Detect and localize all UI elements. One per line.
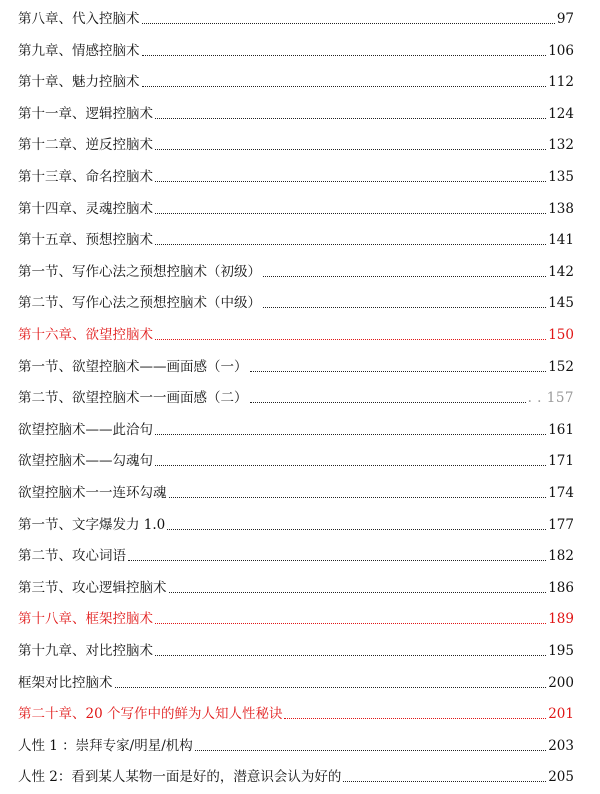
toc-entry[interactable]: [18, 450, 574, 470]
dot-leader: [155, 623, 546, 624]
toc-entry-title: 第十二章、逆反控脑术: [18, 137, 153, 154]
dot-leader: [169, 592, 547, 593]
toc-entry-title: 第二节、欲望控脑术一一画面感（二）: [18, 390, 248, 407]
toc-entry-page-number: 145: [548, 295, 574, 312]
toc-entry-title: 欲望控脑术——此洽句: [18, 421, 153, 438]
dot-leader: [155, 149, 546, 150]
toc-entry[interactable]: [18, 735, 574, 755]
toc-entry-title: 第九章、情感控脑术: [18, 42, 140, 59]
dot-leader: [155, 434, 546, 435]
toc-entry[interactable]: [18, 640, 574, 660]
toc-entry[interactable]: [18, 608, 574, 628]
dot-leader: [155, 244, 546, 245]
toc-entry-title: 第十八章、框架控脑术: [18, 611, 153, 628]
toc-entry-page-number: 189: [548, 611, 574, 628]
toc-entry-title: 第一节、写作心法之预想控脑术（初级）: [18, 263, 261, 280]
toc-entry-page-number: 97: [556, 11, 574, 27]
toc-entry-page-number: 177: [548, 516, 574, 533]
toc-entry-title: 人性 1 ：崇拜专家/明星/机构: [18, 737, 193, 754]
toc-entry-page-number: 124: [548, 105, 574, 122]
toc-entry-page-number: 182: [548, 548, 574, 565]
toc-entry[interactable]: [18, 545, 574, 565]
toc-entry-title: 第一节、欲望控脑术——画面感（一）: [18, 358, 248, 375]
toc-entry-page-number: 174: [548, 485, 574, 501]
toc-entry-title: 第十四章、灵魂控脑术: [18, 200, 153, 217]
toc-entry-title: 第八章、代入控脑术: [18, 11, 140, 27]
toc-entry-page-number: . . 157: [527, 390, 574, 407]
dot-leader: [155, 213, 546, 214]
toc-entry-page-number: 132: [548, 137, 574, 154]
dot-leader: [250, 371, 547, 372]
toc-entry-page-number: 142: [548, 263, 574, 280]
toc-entry-title: 人性 2：看到某人某物一面是好的，潜意识会认为好的: [18, 769, 342, 786]
toc-entry-page-number: 152: [548, 358, 574, 375]
toc-entry-title: 第十九章、对比控脑术: [18, 643, 153, 659]
toc-entry-page-number: 135: [548, 169, 574, 185]
toc-entry-page-number: 138: [548, 200, 574, 217]
toc-entry-title: 第十章、魅力控脑术: [18, 74, 140, 91]
toc-entry[interactable]: [18, 166, 574, 186]
toc-entry-title: 第一节、文字爆发力 1.0: [18, 516, 166, 533]
toc-entry-page-number: 171: [548, 453, 574, 470]
toc-entry-title: 第二节、写作心法之预想控脑术（中级）: [18, 295, 261, 312]
toc-entry[interactable]: [18, 229, 574, 249]
toc-entry-title: 第十一章、逻辑控脑术: [18, 105, 153, 122]
dot-leader: [155, 339, 546, 340]
dot-leader: [142, 55, 547, 56]
dot-leader: [155, 181, 546, 182]
toc-entry[interactable]: [18, 71, 574, 91]
toc-entry-title: 第十五章、预想控脑术: [18, 232, 153, 249]
toc-entry[interactable]: [18, 514, 574, 534]
toc-entry[interactable]: [18, 577, 574, 597]
toc-entry[interactable]: [18, 134, 574, 154]
toc-entry-title: 第十六章、欲望控脑术: [18, 327, 153, 343]
dot-leader: [142, 23, 555, 24]
toc-entry-page-number: 200: [548, 674, 574, 691]
dot-leader: [155, 465, 546, 466]
dot-leader: [142, 86, 547, 87]
dot-leader: [250, 402, 526, 403]
toc-entry-page-number: 205: [548, 769, 574, 786]
toc-entry[interactable]: [18, 103, 574, 123]
toc-entry-title: 第二节、攻心词语: [18, 548, 126, 565]
toc-entry[interactable]: [18, 324, 574, 344]
toc-entry-page-number: 195: [548, 643, 574, 659]
toc-entry[interactable]: [18, 198, 574, 218]
toc-entry[interactable]: [18, 387, 574, 407]
toc-entry-title: 第十三章、命名控脑术: [18, 169, 153, 185]
toc-entry[interactable]: [18, 766, 574, 786]
toc-entry[interactable]: [18, 419, 574, 439]
toc-entry[interactable]: [18, 261, 574, 281]
dot-leader: [284, 718, 546, 719]
dot-leader: [115, 687, 547, 688]
dot-leader: [155, 655, 546, 656]
dot-leader: [263, 276, 546, 277]
dot-leader: [343, 781, 546, 782]
dot-leader: [155, 118, 546, 119]
toc-entry[interactable]: [18, 482, 574, 502]
toc-entry-page-number: 112: [548, 74, 574, 91]
dot-leader: [195, 750, 546, 751]
toc-entry-title: 第三节、攻心逻辑控脑术: [18, 579, 167, 596]
toc-entry-title: 欲望控脑术一一连环勾魂: [18, 485, 167, 501]
dot-leader: [128, 560, 546, 561]
toc-entry-page-number: 186: [548, 579, 574, 596]
toc-entry[interactable]: [18, 8, 574, 28]
toc-entry-page-number: 141: [548, 232, 574, 249]
toc-entry[interactable]: [18, 356, 574, 376]
toc-entry[interactable]: [18, 703, 574, 723]
toc-entry-page-number: 201: [548, 706, 574, 723]
dot-leader: [167, 529, 546, 530]
toc-entry-title: 欲望控脑术——勾魂句: [18, 453, 153, 470]
toc-entry[interactable]: [18, 672, 574, 692]
toc-entry-title: 框架对比控脑术: [18, 674, 113, 691]
toc-entry[interactable]: [18, 292, 574, 312]
toc-entry-page-number: 161: [548, 421, 574, 438]
dot-leader: [263, 307, 546, 308]
toc-entry-title: 第二十章、20 个写作中的鲜为人知人性秘诀: [18, 706, 283, 723]
toc-entry-page-number: 106: [548, 42, 574, 59]
toc-entry[interactable]: [18, 40, 574, 60]
toc-entry-page-number: 203: [548, 737, 574, 754]
dot-leader: [169, 497, 547, 498]
toc-entry-page-number: 150: [548, 327, 574, 343]
